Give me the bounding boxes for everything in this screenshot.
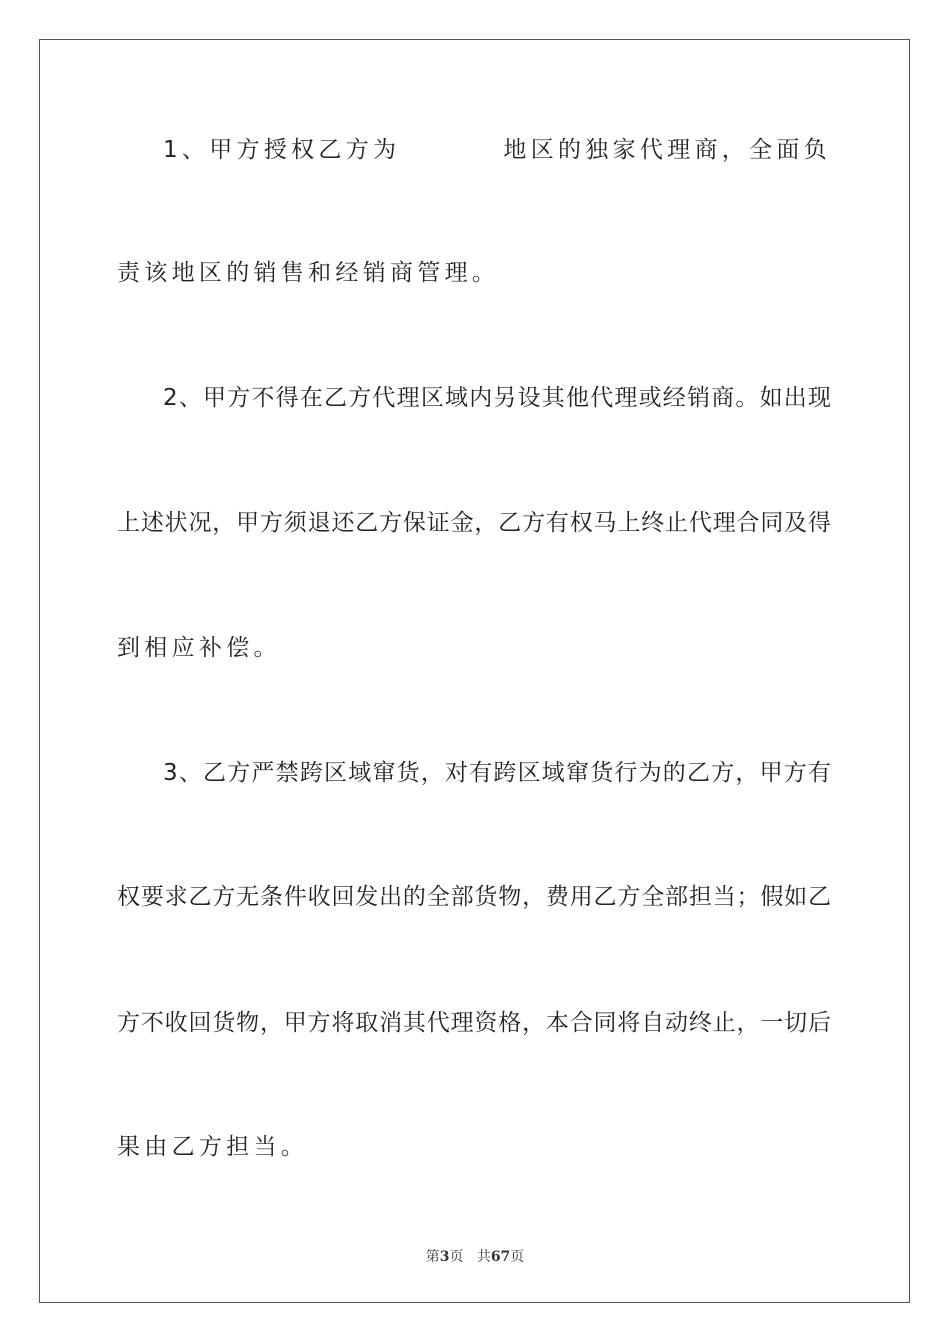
clause-1-line-2: 责该地区的销售和经销商管理。 bbox=[117, 260, 500, 286]
clause-1-part-a: 1、甲方授权乙方为 bbox=[163, 137, 401, 163]
clause-1-part-b: 地区的独家代理商，全面负 bbox=[503, 137, 831, 163]
total-pages: 67 bbox=[490, 1249, 511, 1265]
clause-3-line-4: 果由乙方担当。 bbox=[117, 1134, 309, 1160]
page-suffix: 页 bbox=[449, 1249, 464, 1265]
clause-2-line-2: 上述状况，甲方须退还乙方保证金，乙方有权马上终止代理合同及得 bbox=[117, 510, 831, 536]
clause-3-line-2: 权要求乙方无条件收回发出的全部货物，费用乙方全部担当；假如乙 bbox=[117, 884, 831, 910]
clause-3-line-3: 方不收回货物，甲方将取消其代理资格，本合同将自动终止，一切后 bbox=[117, 1010, 831, 1036]
page-number: 3 bbox=[439, 1249, 450, 1265]
total-suffix: 页 bbox=[510, 1249, 525, 1265]
clause-3-line-1: 3、乙方严禁跨区域窜货，对有跨区域窜货行为的乙方，甲方有 bbox=[163, 760, 831, 786]
clause-2-line-1: 2、甲方不得在乙方代理区域内另设其他代理或经销商。如出现 bbox=[163, 385, 831, 411]
page-footer bbox=[0, 1246, 950, 1266]
page-prefix: 第 bbox=[425, 1249, 440, 1265]
clause-2-line-3: 到相应补偿。 bbox=[117, 635, 281, 661]
page-border bbox=[39, 39, 910, 1303]
total-prefix: 共 bbox=[476, 1249, 491, 1265]
